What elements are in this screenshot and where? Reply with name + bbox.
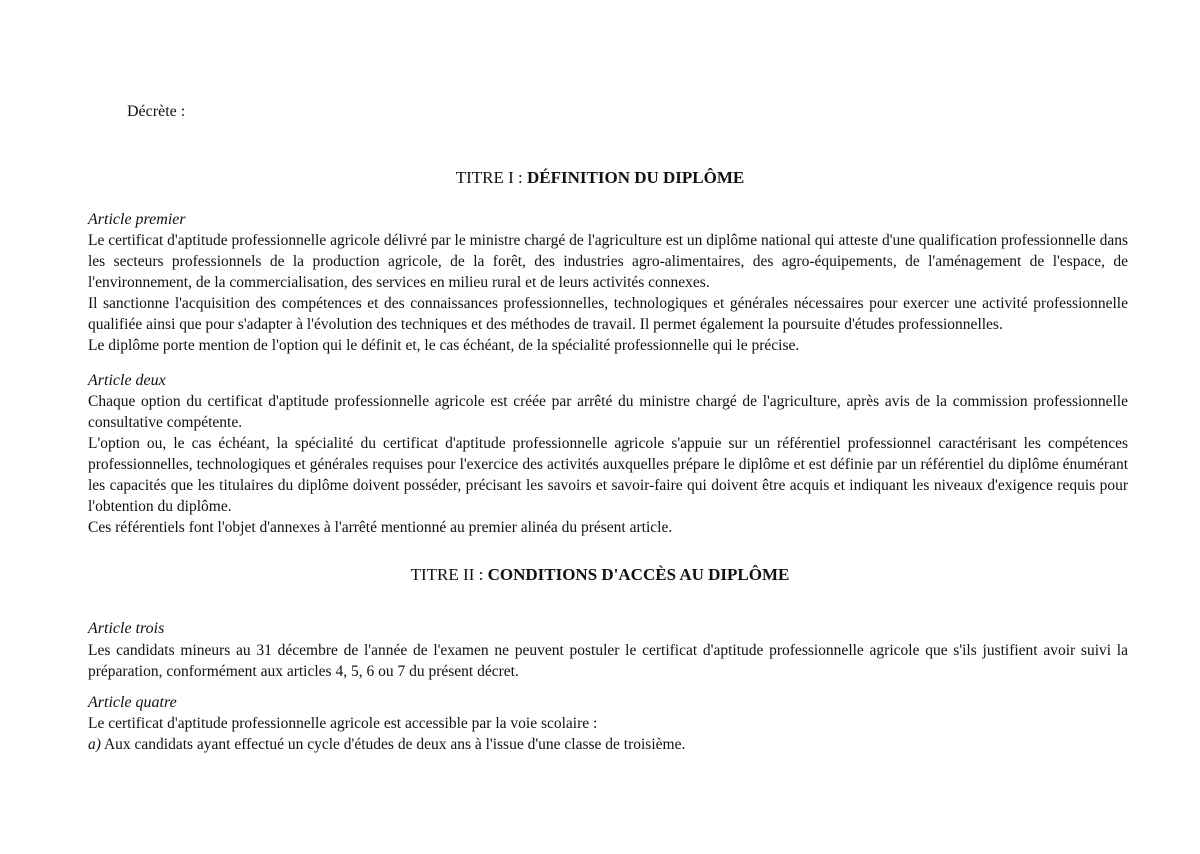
titre-2-text: CONDITIONS D'ACCÈS AU DIPLÔME	[487, 565, 790, 584]
article-1-title: Article premier	[88, 211, 186, 228]
titre-2-prefix: TITRE II :	[410, 565, 488, 584]
titre-1-heading	[0, 168, 1200, 188]
article-2-paragraph: L'option ou, le cas échéant, la spécialité du certificat d'aptitude professionnelle agricole s'appuie sur un référentiel professionnel caractérisant les compétences professionnelles, technologiques et générales requises pour l'exercice des activités auxquelles prépare le diplôme et est définie par un référentiel du diplôme énumérant les capacités que les titulaires du diplôme doivent posséder, précisant les savoirs et savoir-faire qui doivent être acquis et indiquant les niveaux d'exigence requis pour l'obtention du diplôme.	[88, 435, 1128, 515]
article-3-body	[88, 640, 1128, 682]
article-4-item-a	[88, 734, 1128, 755]
article-1-paragraph: Le diplôme porte mention de l'option qui le définit et, le cas échéant, de la spécialité professionnelle qui le précise.	[88, 337, 800, 354]
article-4-title: Article quatre	[88, 694, 177, 711]
article-2-paragraph: Chaque option du certificat d'aptitude professionnelle agricole est créée par arrêté du ministre chargé de l'agriculture, après avis de la commission professionnelle consultative compétente.	[88, 393, 1128, 431]
article-4-intro: Le certificat d'aptitude professionnelle agricole est accessible par la voie scolaire :	[88, 715, 598, 732]
article-3-title: Article trois	[88, 620, 165, 637]
article-1-paragraph: Il sanctionne l'acquisition des compétences et des connaissances professionnelles, technologiques et générales nécessaires pour exercer une activité professionnelle qualifiée ainsi que pour s'adapter à l'évolution des techniques et des méthodes de travail. Il permet également la poursuite d'études professionnelles.	[88, 295, 1128, 333]
titre-2-heading	[0, 565, 1200, 585]
titre-1-text: DÉFINITION DU DIPLÔME	[527, 168, 745, 187]
item-marker: a)	[88, 736, 101, 753]
decree-label: Décrète :	[127, 103, 186, 120]
article-2-body	[88, 391, 1128, 538]
article-1-body	[88, 230, 1128, 356]
article-1-paragraph: Le certificat d'aptitude professionnelle agricole délivré par le ministre chargé de l'agriculture est un diplôme national qui atteste d'une qualification professionnelle dans les secteurs professionnels de la production agricole, de la forêt, des industries agro-alimentaires, des agro-équipements, de l'aménagement de l'espace, de l'environnement, de la commercialisation, des services en milieu rural et de leurs activités connexes.	[88, 232, 1128, 291]
article-2-title: Article deux	[88, 372, 166, 389]
article-3-paragraph: Les candidats mineurs au 31 décembre de l'année de l'examen ne peuvent postuler le certificat d'aptitude professionnelle agricole que s'ils justifient avoir suivi la préparation, conformément aux articles 4, 5, 6 ou 7 du présent décret.	[88, 642, 1128, 680]
item-text: Aux candidats ayant effectué un cycle d'études de deux ans à l'issue d'une classe de troisième.	[100, 736, 686, 753]
article-2-paragraph: Ces référentiels font l'objet d'annexes à l'arrêté mentionné au premier alinéa du présent article.	[88, 519, 673, 536]
article-4-body	[88, 713, 1128, 755]
titre-1-prefix: TITRE I :	[455, 168, 528, 187]
